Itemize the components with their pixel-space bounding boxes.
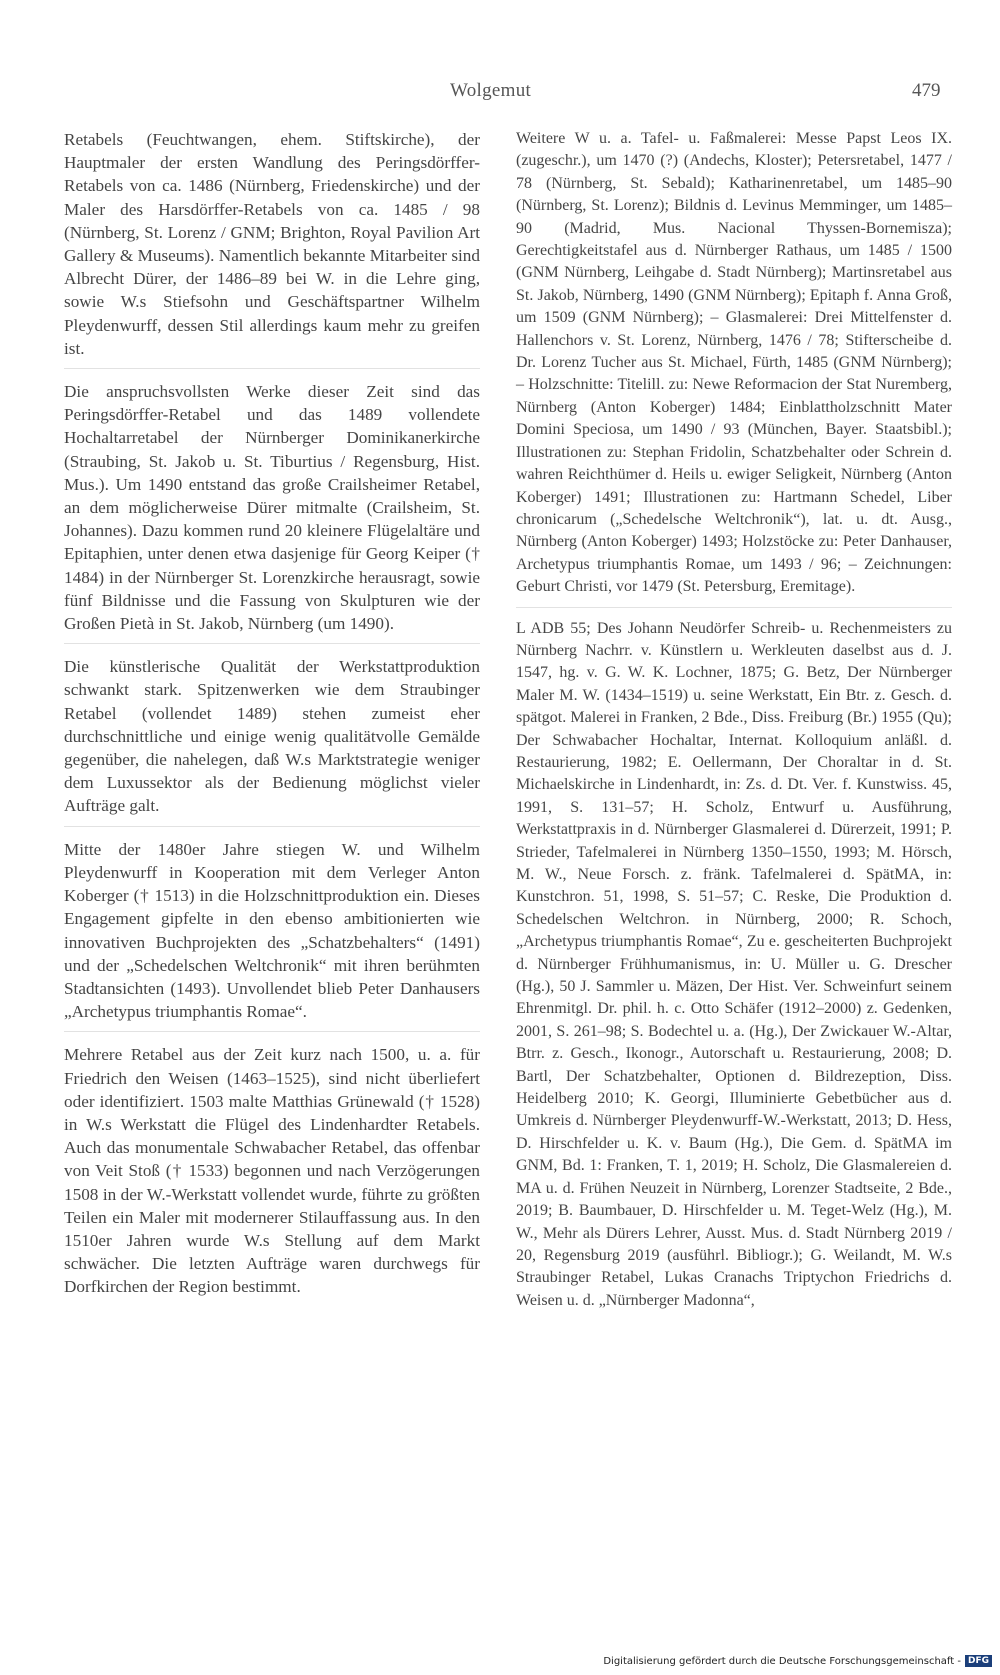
page-number: 479: [912, 80, 941, 101]
paragraph: Die künstlerische Qualität der Werkstattproduktion schwankt stark. Spitzenwerken wie dem Straubinger Retabel (vollendet 1489) stehen zumeist eher durchschnittliche und einige wenig qualitätvolle Gemälde gegenüber, die nahelegen, daß W.s Marktstrategie weniger dem Luxussektor als der Bedienung möglichst vieler Aufträge galt.: [64, 655, 480, 826]
paragraph: Die anspruchsvollsten Werke dieser Zeit sind das Peringsdörffer-Retabel und das 1489 vollendete Hochaltarretabel der Nürnberger Dominikanerkirche (Straubing, St. Jakob u. St. Tiburtius / Regensburg, Hist. Mus.). Um 1490 entstand das große Crailsheimer Retabel, an dem möglicherweise Dürer mitmalte (Crailsheim, St. Johannes). Dazu kommen rund 20 kleinere Flügelaltäre und Epitaphien, unter denen etwa dasjenige für Georg Keiper († 1484) in der Nürnberger St. Lorenzkirche herausragt, sowie fünf Bildnisse und die Fassung von Skulpturen wie der Großen Pietà in St. Jakob, Nürnberg (um 1490).: [64, 380, 480, 644]
running-head: [0, 80, 1000, 110]
footer-credit: Digitalisierung gefördert durch die Deutsche Forschungsgemeinschaft -: [603, 1656, 961, 1667]
paragraph: Mehrere Retabel aus der Zeit kurz nach 1500, u. a. für Friedrich den Weisen (1463–1525), sind nicht überliefert oder identifiziert. 1503 malte Matthias Grünewald († 1528) in W.s Werkstatt die Flügel des Lindenhardter Retabels. Auch das monumentale Schwabacher Retabel, das offenbar von Veit Stoß († 1533) begonnen und nach Verzögerungen 1508 in der W.-Werkstatt vollendet wurde, führte zu größten Teilen ein Maler mit modernerer Stilauffassung aus. In den 1510er Jahren wurde W.s Stellung auf dem Markt schwächer. Die letzten Aufträge waren durchwegs für Dorfkirchen der Region bestimmt.: [64, 1045, 480, 1297]
literature-list: L ADB 55; Des Johann Neudörfer Schreib- u. Rechenmeisters zu Nürnberg Nachrr. v. Künstlern u. Werkleuten daselbst aus d. J. 1547, hg. v. G. W. K. Lochner, 1875; G. Betz, Der Nürnberger Maler M. W. (1434–1519) u. seine Werkstatt, Ein Btr. z. Gesch. d. spätgot. Malerei in Franken, 2 Bde., Diss. Freiburg (Br.) 1955 (Qu); Der Schwabacher Hochaltar, Internat. Kolloquium anläßl. d. Restaurierung, 1982; E. Oellermann, Der Choraltar in d. St. Michaelskirche in Lindenhardt, in: Zs. d. Dt. Ver. f. Kunstwiss. 45, 1991, S. 131–57; H. Scholz, Entwurf u. Ausführung, Werkstattpraxis in d. Nürnberger Glasmalerei d. Dürerzeit, 1991; P. Strieder, Tafelmalerei in Nürnberg 1350–1550, 1993; M. Hörsch, M. W., Neue Forsch. z. fränk. Tafelmalerei d. SpätMA, in: Kunstchron. 51, 1998, S. 51–57; C. Reske, Die Produktion d. Schedelschen Weltchron. in Nürnberg, 2000; R. Schoch, „Archetypus triumphantis Romae“, Zu e. gescheiterten Buchprojekt d. Nürnberger Frühhumanismus, in: U. Müller u. G. Drescher (Hg.), 50 J. Sammler u. Mäzen, Der Hist. Ver. Schweinfurt seinem Ehrenmitgl. Dr. phil. h. c. Otto Schäfer (1912–2000) z. Gedenken, 2001, S. 261–98; S. Bodechtel u. a. (Hg.), Der Zwickauer W.-Altar, Btrr. z. Gesch., Ikonogr., Autorschaft u. Restaurierung, 2008; D. Bartl, Der Schatzbehalter, Optionen d. Bildrezeption, Diss. Heidelberg 2010; K. Georgi, Illuminierte Gebetbücher aus d. Umkreis d. Nürnberger Pleydenwurff-W.-Werkstatt, 2013; D. Hess, D. Hirschfelder u. K. v. Baum (Hg.), Die Gem. d. SpätMA im GNM, Bd. 1: Franken, T. 1, 2019; H. Scholz, Die Glasmalereien d. MA u. d. Frühen Neuzeit in Nürnberg, Lorenzer Stadtseite, 2 Bde., 2019; B. Baumbauer, D. Hirschfelder u. M. Teget-Welz (Hg.), M. W., Mehr als Dürers Lehrer, Ausst. Mus. d. Stadt Nürnberg 2019 / 20, Regensburg 2019 (ausführl. Bibliogr.); G. Weilandt, M. W.s Straubinger Retabel, Lukas Cranachs Triptychon Friedrichs d. Weisen u. d. „Nürnberger Madonna“,: [516, 619, 952, 1309]
paragraph: Mitte der 1480er Jahre stiegen W. und Wilhelm Pleydenwurff in Kooperation mit dem Verleger Anton Koberger († 1513) in die Holzschnittproduktion ein. Dieses Engagement gipfelte in den ebenso ambitionierten wie innovativen Buchprojekten des „Schatzbehalters“ (1491) und der „Schedelschen Weltchronik“ mit ihren berühmten Stadtansichten (1493). Unvollendet blieb Peter Danhausers „Archetypus triumphantis Romae“.: [64, 838, 480, 1033]
dfg-logo: DFG: [965, 1655, 992, 1667]
footer: [0, 1655, 992, 1667]
running-head-title: Wolgemut: [450, 80, 532, 101]
right-column: [516, 128, 952, 1330]
works-list: Weitere W u. a. Tafel- u. Faßmalerei: Messe Papst Leos IX. (zugeschr.), um 1470 (?) (Andechs, Kloster); Petersretabel, 1477 / 78 (Nürnberg, St. Sebald); Katharinenretabel, um 1485–90 (Nürnberg, St. Lorenz); Bildnis d. Levinus Memminger, um 1485–90 (Madrid, Mus. Nacional Thyssen-Bornemisza); Gerechtigkeitstafel aus d. Nürnberger Rathaus, um 1485 / 1500 (GNM Nürnberg, Leihgabe d. Stadt Nürnberg); Martinsretabel aus St. Jakob, Nürnberg, 1490 (GNM Nürnberg); Epitaph f. Anna Groß, um 1509 (GNM Nürnberg); – Glasmalerei: Drei Mittelfenster d. Hallenchors v. St. Lorenz, Nürnberg, 1476 / 78; Stifterscheibe d. Dr. Lorenz Tucher aus St. Michael, Fürth, 1485 (GNM Nürnberg); – Holzschnitte: Titelill. zu: Newe Reformacion der Stat Nuremberg, Nürnberg (Anton Koberger) 1484; Einblattholzschnitt Mater Domini Speciosa, um 1490 / 93 (München, Bayer. Staatsbibl.); Illustrationen zu: Stephan Fridolin, Schatzbehalter oder Schrein d. wahren Reichthümer d. Heils u. ewiger Seligkeit, Nürnberg (Anton Koberger) 1491; Illustrationen zu: Hartmann Schedel, Liber chronicarum („Schedelsche Weltchronik“), lat. u. dt. Ausg., Nürnberg (Anton Koberger) 1493; Holzstöcke zu: Peter Danhauser, Archetypus triumphantis Romae, um 1493 / 96; – Zeichnungen: Geburt Christi, vor 1479 (St. Petersburg, Eremitage).: [516, 128, 952, 608]
paragraph: Retabels (Feuchtwangen, ehem. Stiftskirche), der Hauptmaler der ersten Wandlung des Peringsdörffer-Retabels von ca. 1486 (Nürnberg, Friedenskirche) und der Maler des Harsdörffer-Retabels von ca. 1485 / 98 (Nürnberg, St. Lorenz / GNM; Brighton, Royal Pavilion Art Gallery & Museums). Namentlich bekannte Mitarbeiter sind Albrecht Dürer, der 1486–89 bei W. in die Lehre ging, sowie W.s Stiefsohn und Geschäftspartner Wilhelm Pleydenwurff, dessen Stil allerdings kaum mehr zu greifen ist.: [64, 128, 480, 369]
left-column: [64, 128, 480, 1318]
